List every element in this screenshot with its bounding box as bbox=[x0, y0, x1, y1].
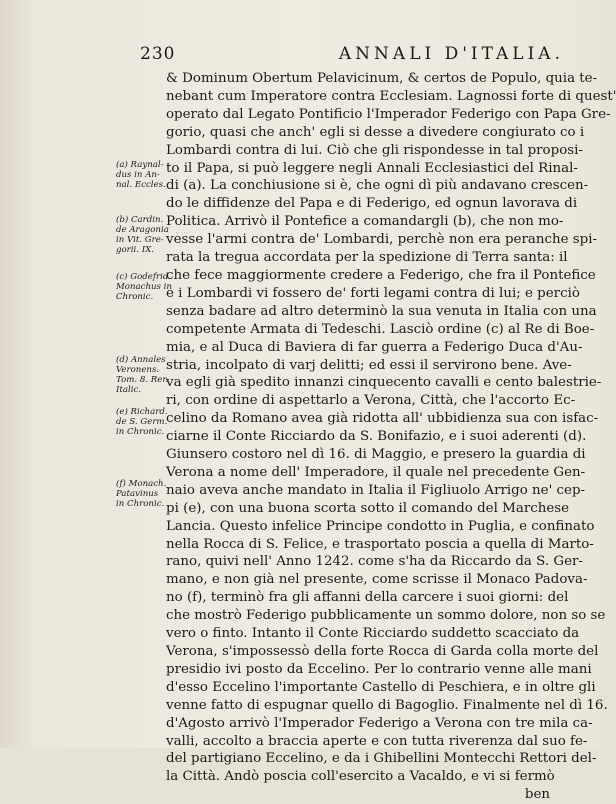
text-line: no (f), terminò fra gli affanni della carcere i suoi giorni: del bbox=[166, 590, 569, 606]
text-line: pi (e), con una buona scorta sotto il comando del Marchese bbox=[166, 500, 570, 516]
margin-note-line: (c) Godefrid. bbox=[116, 272, 172, 282]
text-line: presidio ivi posto da Eccelino. Per lo contrario venne alle mani bbox=[166, 661, 592, 677]
text-line: operato dal Legato Pontificio l'Imperador Federigo con Papa Gre- bbox=[166, 106, 611, 122]
text-line: la Città. Andò poscia coll'esercito a Vacaldo, e vi si fermò bbox=[166, 769, 555, 785]
text-line: rata la tregua accordata per la spedizione di Terra santa: il bbox=[166, 250, 568, 266]
margin-note-line: in Chronic. bbox=[116, 427, 165, 437]
margin-note-line: (d) Annales bbox=[116, 355, 166, 365]
page-header bbox=[140, 42, 580, 66]
margin-note bbox=[116, 215, 168, 255]
margin-note-line: Tom. 8. Rer. bbox=[116, 375, 169, 385]
margin-note-line: Chronic. bbox=[116, 292, 154, 302]
margin-note-line: Monachus in bbox=[116, 282, 172, 292]
margin-note-line: Italic. bbox=[116, 385, 142, 395]
text-line: va egli già spedito innanzi cinquecento cavalli e cento balestrie- bbox=[166, 375, 602, 391]
text-line: venne fatto di espugnar quello di Bagoglio. Finalmente nel dì 16. bbox=[166, 697, 608, 713]
text-line: do le diffidenze del Papa e di Federigo, ed ognun lavorava di bbox=[166, 196, 578, 212]
text-line: gorio, quasi che anch' egli si desse a divedere congiurato co i bbox=[166, 124, 585, 140]
margin-note bbox=[116, 407, 168, 437]
text-line: to il Papa, si può leggere negli Annali Ecclesiastici del Rinal- bbox=[166, 160, 578, 176]
margin-note-line: (f) Monach. bbox=[116, 479, 167, 489]
text-line: nebant cum Imperatore contra Ecclesiam. Lagnossi forte di quest' bbox=[166, 88, 616, 104]
text-line: rano, quivi nell' Anno 1242. come s'ha da Riccardo da S. Ger- bbox=[166, 554, 583, 570]
text-line: Politica. Arrivò il Pontefice a comandargli (b), che non mo- bbox=[166, 214, 564, 230]
main-text bbox=[166, 70, 616, 804]
text-line: stria, incolpato di varj delitti; ed essi il servirono bene. Ave- bbox=[166, 357, 572, 373]
running-title: ANNALI D'ITALIA. bbox=[338, 44, 564, 64]
text-line: che mostrò Federigo pubblicamente un sommo dolore, non so se bbox=[166, 608, 606, 624]
text-line: valli, accolto a braccia aperte e con tutta riverenza dal suo fe- bbox=[166, 733, 588, 749]
text-line: ciarne il Conte Ricciardo da S. Bonifazio, e i suoi aderenti (d). bbox=[166, 429, 587, 445]
text-line: mia, e al Duca di Baviera di far guerra a Federigo Duca d'Au- bbox=[166, 339, 583, 355]
text-line: Verona a nome dell' Imperadore, il quale nel precedente Gen- bbox=[166, 464, 586, 480]
text-line: naio aveva anche mandato in Italia il Figliuolo Arrigo ne' cep- bbox=[166, 482, 586, 498]
page-number: 230 bbox=[140, 44, 176, 64]
text-line: del partigiano Eccelino, e da i Ghibellini Montecchi Rettori del- bbox=[166, 751, 597, 767]
text-line: e i Lombardi vi fossero de' forti legami contra di lui; e perciò bbox=[166, 285, 580, 301]
margin-note-line: Patavinus bbox=[116, 489, 159, 499]
margin-note-line: nal. Eccles. bbox=[116, 180, 166, 190]
margin-note bbox=[116, 272, 172, 302]
text-line: d'Agosto arrivò l'Imperador Federigo a Verona con tre mila ca- bbox=[166, 715, 593, 731]
margin-note-line: de Aragonia bbox=[116, 225, 169, 235]
text-line: di (a). La conchiusione si è, che ogni dì più andavano crescen- bbox=[166, 178, 589, 194]
text-line: Verona, s'impossessò della forte Rocca di Garda colla morte del bbox=[166, 644, 599, 659]
text-line: Giunsero costoro nel dì 16. di Maggio, e presero la guardia di bbox=[166, 447, 586, 463]
margin-note-line: (a) Raynal- bbox=[116, 160, 164, 170]
margin-note-line: (b) Cardin. bbox=[116, 215, 164, 225]
margin-note bbox=[116, 479, 168, 509]
catchword: ben bbox=[524, 787, 550, 803]
text-line: competente Armata di Tedeschi. Lasciò ordine (c) al Re di Boe- bbox=[166, 321, 595, 337]
text-line: Lancia. Questo infelice Principe condotto in Puglia, e confinato bbox=[166, 518, 595, 534]
margin-note-line: de S. Germ. bbox=[116, 417, 168, 427]
margin-note-line: (e) Richard. bbox=[116, 407, 168, 417]
text-line: celino da Romano avea già ridotta all' ubbidienza sua con isfac- bbox=[166, 411, 599, 427]
margin-note-line: in Vit. Gre- bbox=[116, 235, 164, 245]
text-line: ri, con ordine di aspettarlo a Verona, Città, che l'accorto Ec- bbox=[166, 393, 576, 409]
text-line: & Dominum Obertum Pelavicinum, & certos de Populo, quia te- bbox=[166, 71, 598, 86]
text-line: nella Rocca di S. Felice, e trasportato poscia a quella di Marto- bbox=[166, 536, 594, 552]
text-line: senza badare ad altro determinò la sua venuta in Italia con una bbox=[166, 303, 597, 319]
text-line: che fece maggiormente credere a Federigo, che fra il Pontefice bbox=[166, 267, 596, 283]
text-line: mano, e non già nel presente, come scrisse il Monaco Padova- bbox=[166, 572, 588, 588]
margin-note-line: gorii. IX. bbox=[116, 245, 154, 255]
margin-note bbox=[116, 160, 168, 190]
margin-note-line: dus in An- bbox=[116, 170, 160, 180]
margin-note bbox=[116, 355, 168, 395]
text-line: vero o finto. Intanto il Conte Ricciardo suddetto scacciato da bbox=[166, 626, 580, 642]
text-line: Lombardi contra di lui. Ciò che gli rispondesse in tal proposi- bbox=[166, 142, 583, 158]
text-line: vesse l'armi contra de' Lombardi, perchè non era peranche spi- bbox=[166, 232, 598, 248]
text-line: d'esso Eccelino l'importante Castello di Peschiera, e in oltre gli bbox=[166, 679, 596, 695]
margin-note-line: Veronens. bbox=[116, 365, 160, 375]
margin-note-line: in Chronic. bbox=[116, 499, 165, 509]
